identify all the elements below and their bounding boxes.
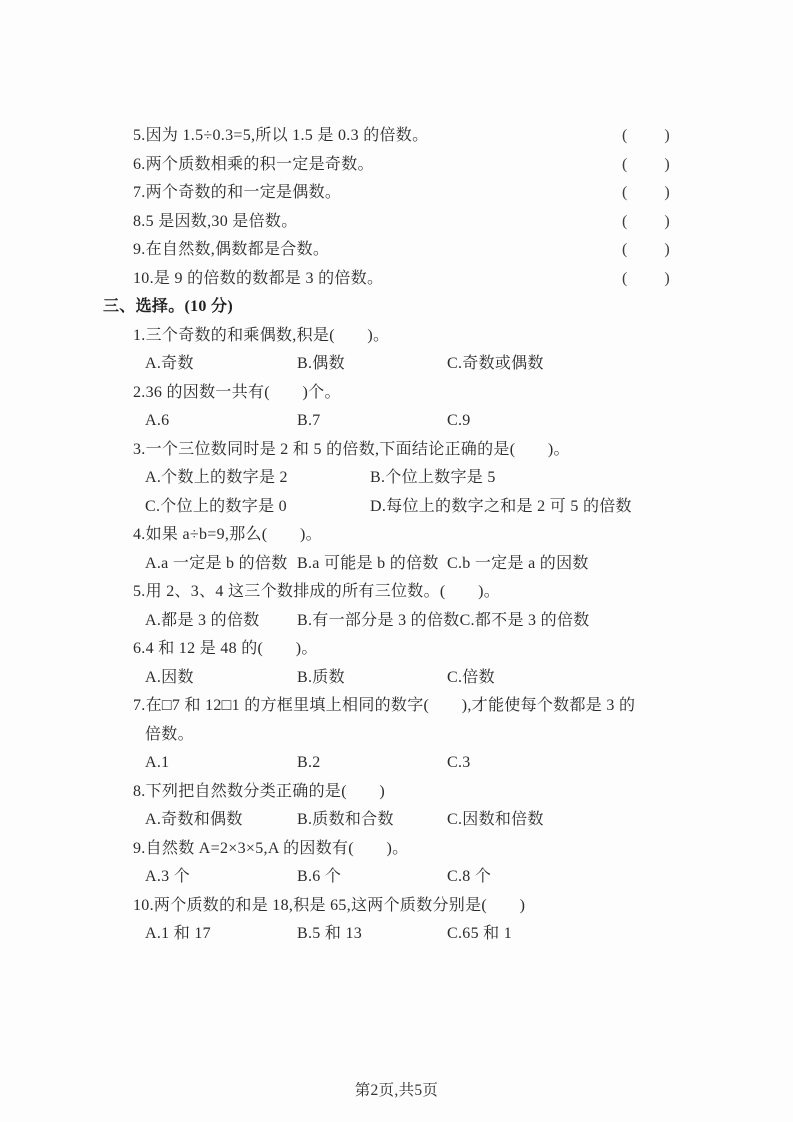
- question-stem-continuation: 倍数。: [145, 725, 194, 743]
- option-choice: A.1: [145, 754, 170, 771]
- close-paren: ): [664, 184, 670, 201]
- option-row: [133, 863, 670, 892]
- close-paren: ): [664, 155, 670, 173]
- option-choice: A.因数: [145, 668, 194, 686]
- open-paren: (: [622, 184, 628, 201]
- true-false-item: [133, 179, 670, 208]
- close-paren: ): [664, 269, 670, 287]
- option-choice: C.倍数: [447, 668, 495, 686]
- option-choice: B.质数: [297, 668, 345, 686]
- option-choice: B.个位上数字是 5: [370, 469, 496, 486]
- close-paren: ): [664, 241, 670, 258]
- option-choice: A.3 个: [145, 868, 191, 885]
- answer-brackets: [622, 236, 670, 265]
- true-false-item: [133, 265, 670, 294]
- option-row: [133, 920, 670, 949]
- option-choice: B.6 个: [297, 868, 342, 885]
- close-paren: ): [664, 127, 670, 144]
- true-false-item: [133, 208, 670, 237]
- answer-brackets: [622, 208, 670, 237]
- option-row: [133, 806, 670, 835]
- question-stem: 1.三个奇数的和乘偶数,积是( )。: [133, 326, 390, 344]
- true-false-item: [133, 236, 670, 265]
- option-row: [133, 749, 670, 778]
- question-stem: 4.如果 a÷b=9,那么( )。: [133, 526, 322, 543]
- option-choice: C.因数和倍数: [447, 811, 544, 828]
- option-choice: C.都不是 3 的倍数: [459, 611, 590, 629]
- open-paren: (: [622, 241, 628, 258]
- open-paren: (: [622, 212, 628, 230]
- question-stem: 2.36 的因数一共有( )个。: [133, 383, 341, 401]
- choice-question-list: [133, 322, 670, 949]
- option-choice: B.a 可能是 b 的倍数: [297, 554, 439, 572]
- statement-text: 9.在自然数,偶数都是合数。: [133, 241, 330, 258]
- question-stem: 8.下列把自然数分类正确的是( ): [133, 782, 386, 800]
- option-choice: C.个位上的数字是 0: [145, 497, 287, 515]
- open-paren: (: [622, 127, 628, 144]
- option-choice: B.偶数: [297, 355, 345, 372]
- option-choice: D.每位上的数字之和是 2 可 5 的倍数: [370, 497, 632, 515]
- answer-brackets: [622, 151, 670, 180]
- question-stem: 7.在□7 和 12□1 的方框里填上相同的数字( ),才能使每个数都是 3 的: [133, 697, 636, 714]
- choice-section-title: 三、选择。(10 分): [103, 298, 233, 315]
- option-choice: A.都是 3 的倍数: [145, 611, 260, 629]
- question-stem: 3.一个三位数同时是 2 和 5 的倍数,下面结论正确的是( )。: [133, 440, 570, 458]
- answer-brackets: [622, 122, 670, 151]
- statement-text: 6.两个质数相乘的积一定是奇数。: [133, 155, 374, 173]
- option-choice: B.有一部分是 3 的倍数: [297, 611, 460, 629]
- option-row: [133, 464, 670, 493]
- true-false-list: [133, 122, 670, 293]
- option-choice: A.1 和 17: [145, 925, 211, 942]
- option-choice: C.3: [447, 754, 471, 771]
- open-paren: (: [622, 155, 628, 173]
- option-choice: B.7: [297, 412, 321, 429]
- option-row: [133, 664, 670, 693]
- option-row: [133, 493, 670, 522]
- statement-text: 10.是 9 的倍数的数都是 3 的倍数。: [133, 269, 384, 287]
- option-row: [133, 550, 670, 579]
- option-choice: C.65 和 1: [447, 925, 513, 942]
- question-stem: 6.4 和 12 是 48 的( )。: [133, 640, 318, 657]
- option-choice: B.质数和合数: [297, 811, 394, 828]
- option-row: [133, 407, 670, 436]
- option-choice: C.9: [447, 412, 471, 429]
- option-choice: B.2: [297, 754, 321, 771]
- option-row: [133, 350, 670, 379]
- option-choice: A.个数上的数字是 2: [145, 469, 288, 486]
- question-stem: 10.两个质数的和是 18,积是 65,这两个质数分别是( ): [133, 896, 526, 914]
- statement-text: 8.5 是因数,30 是倍数。: [133, 212, 298, 230]
- true-false-item: [133, 122, 670, 151]
- question-stem: 5.用 2、3、4 这三个数排成的所有三位数。( )。: [133, 583, 501, 600]
- open-paren: (: [622, 269, 628, 287]
- answer-brackets: [622, 265, 670, 294]
- true-false-item: [133, 151, 670, 180]
- option-choice: A.a 一定是 b 的倍数: [145, 554, 288, 572]
- option-choice: C.b 一定是 a 的因数: [447, 554, 589, 572]
- close-paren: ): [664, 212, 670, 230]
- statement-text: 7.两个奇数的和一定是偶数。: [133, 184, 342, 201]
- answer-brackets: [622, 179, 670, 208]
- statement-text: 5.因为 1.5÷0.3=5,所以 1.5 是 0.3 的倍数。: [133, 127, 429, 144]
- option-choice: C.8 个: [447, 868, 492, 885]
- option-choice: A.6: [145, 412, 170, 429]
- option-choice: A.奇数和偶数: [145, 811, 243, 828]
- option-choice: C.奇数或偶数: [447, 355, 544, 372]
- page-content: [103, 122, 670, 949]
- option-row: [133, 607, 670, 636]
- option-choice: B.5 和 13: [297, 925, 363, 942]
- option-choice: A.奇数: [145, 355, 194, 372]
- page-number-footer: 第2页,共5页: [354, 1082, 439, 1099]
- question-stem: 9.自然数 A=2×3×5,A 的因数有( )。: [133, 839, 409, 857]
